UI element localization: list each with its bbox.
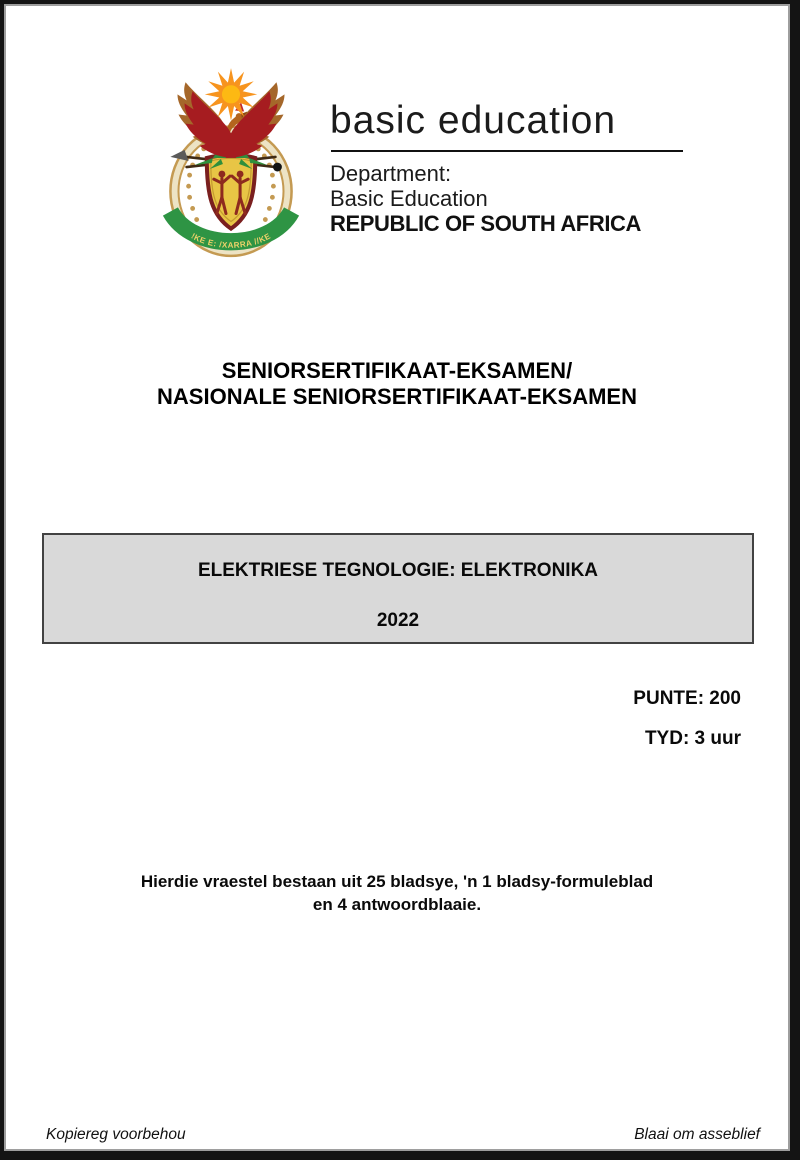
brand-underline bbox=[331, 150, 683, 152]
subject-box bbox=[42, 533, 754, 644]
brand-wordmark: basic education bbox=[330, 99, 617, 142]
knobkierie-knob bbox=[273, 163, 282, 172]
south-africa-coat-of-arms bbox=[150, 60, 312, 267]
department-name: Basic Education bbox=[330, 185, 488, 211]
coat-of-arms-graphic bbox=[150, 60, 312, 267]
coat-of-arms-motto: !KE E: /XARRA //KE bbox=[189, 231, 273, 250]
exam-title-line2: NASIONALE SENIORSERTIFIKAAT-EKSAMEN bbox=[157, 384, 637, 409]
copyright-note: Kopiereg voorbehou bbox=[46, 1126, 186, 1143]
page-footer bbox=[46, 1126, 760, 1144]
exam-year: 2022 bbox=[376, 610, 420, 631]
note-line1: Hierdie vraestel bestaan uit 25 bladsye, 'n 1 bladsy-formuleblad bbox=[140, 872, 654, 891]
exam-title bbox=[6, 358, 788, 410]
country-name: REPUBLIC OF SOUTH AFRICA bbox=[330, 211, 642, 237]
subject-title: ELEKTRIESE TEGNOLOGIE: ELEKTRONIKA bbox=[197, 560, 599, 581]
exam-details bbox=[633, 689, 741, 749]
time-value: TYD: 3 uur bbox=[644, 728, 741, 749]
turn-over-note: Blaai om asseblief bbox=[634, 1126, 760, 1143]
note-line2: en 4 antwoordblaaie. bbox=[312, 895, 482, 914]
document-page bbox=[4, 4, 790, 1151]
department-label: Department: bbox=[330, 160, 452, 186]
exam-title-line1: SENIORSERTIFIKAAT-EKSAMEN/ bbox=[221, 358, 573, 383]
paper-composition-note bbox=[6, 870, 788, 916]
department-masthead bbox=[330, 100, 710, 236]
marks-value: PUNTE: 200 bbox=[633, 688, 741, 709]
